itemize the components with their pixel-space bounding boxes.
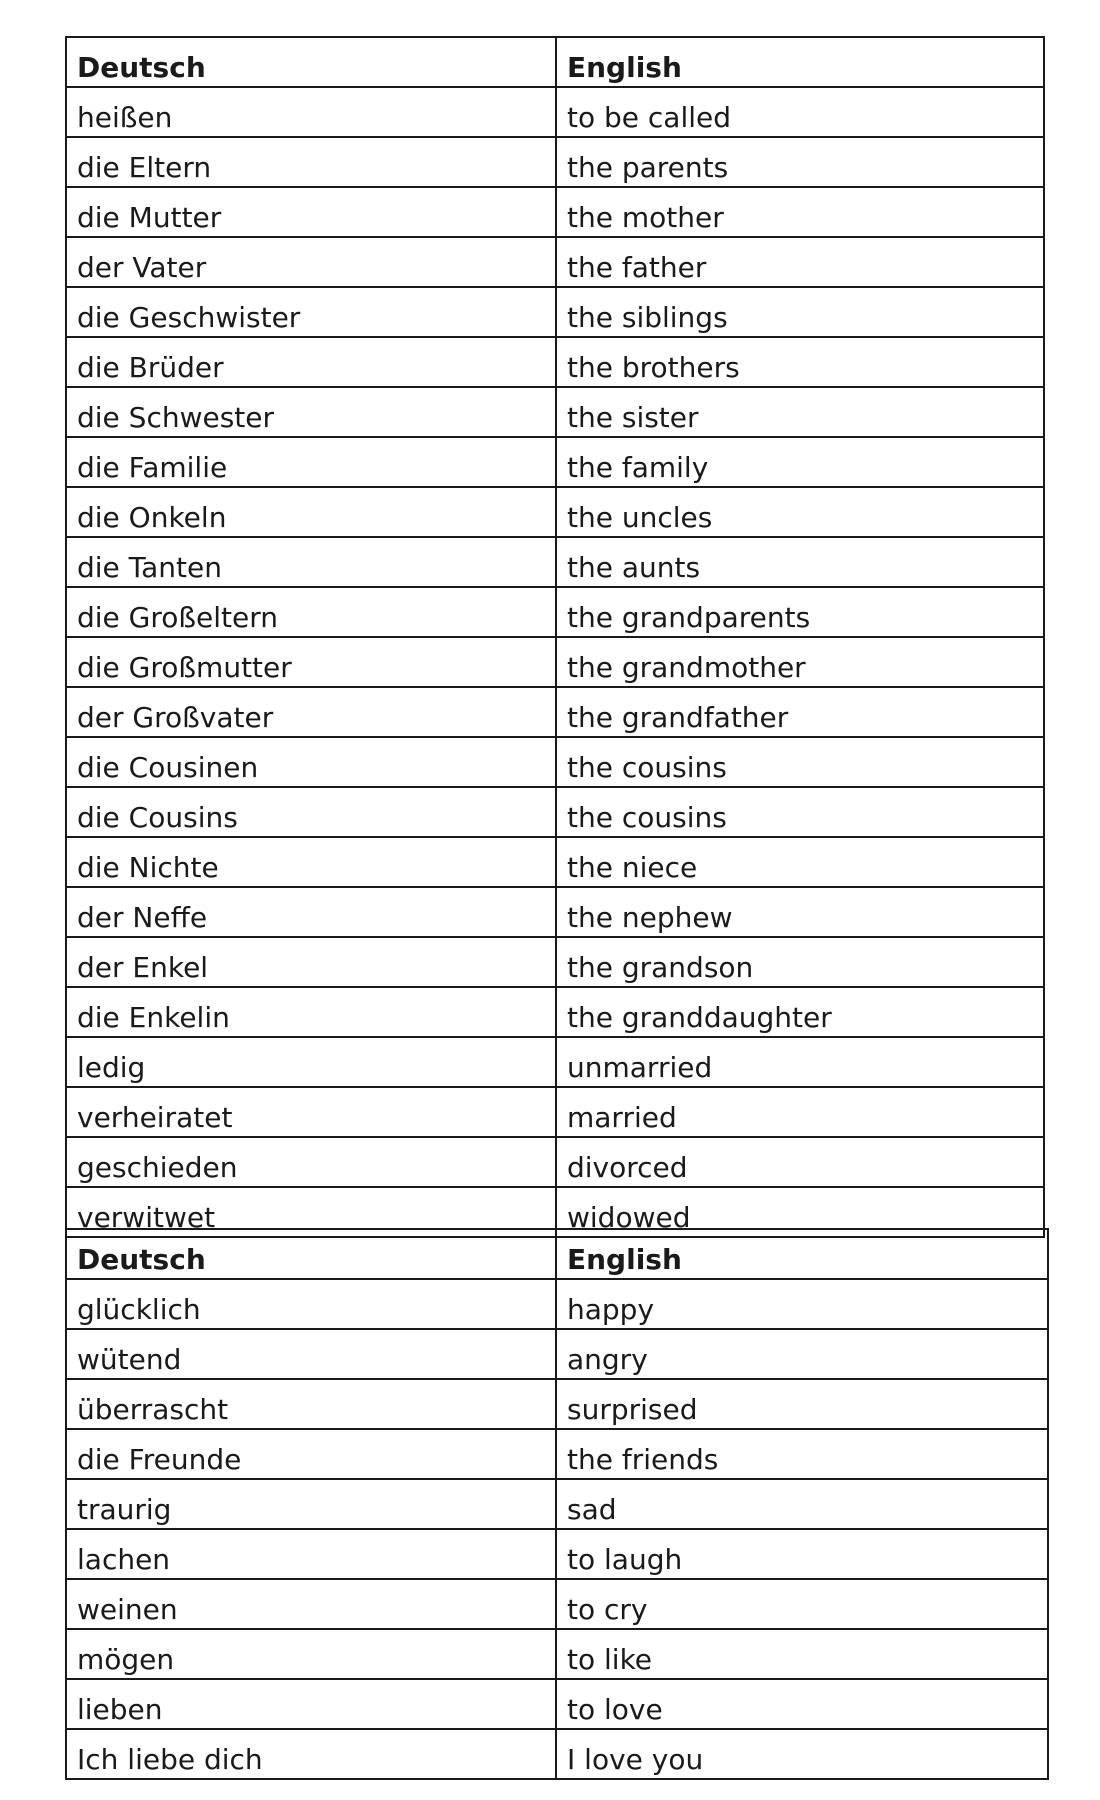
table-row — [66, 737, 1044, 787]
english-translation-cell: the sister — [556, 387, 1044, 437]
column-header-english: English — [556, 37, 1044, 87]
german-word-cell: die Geschwister — [66, 287, 556, 337]
english-translation-cell: the grandparents — [556, 587, 1044, 637]
german-word-cell: die Mutter — [66, 187, 556, 237]
english-translation-cell: the mother — [556, 187, 1044, 237]
table-row — [66, 137, 1044, 187]
table-row — [66, 1037, 1044, 1087]
english-translation-cell: divorced — [556, 1137, 1044, 1187]
english-translation-cell: happy — [556, 1279, 1048, 1329]
table-row — [66, 1679, 1048, 1729]
column-header-english: English — [556, 1229, 1048, 1279]
german-word-cell: wütend — [66, 1329, 556, 1379]
english-translation-cell: the siblings — [556, 287, 1044, 337]
table-row — [66, 1629, 1048, 1679]
table-row — [66, 837, 1044, 887]
german-word-cell: der Großvater — [66, 687, 556, 737]
german-word-cell: lachen — [66, 1529, 556, 1579]
table-row — [66, 487, 1044, 537]
german-word-cell: die Cousinen — [66, 737, 556, 787]
german-word-cell: glücklich — [66, 1279, 556, 1329]
table-row — [66, 287, 1044, 337]
german-word-cell: der Enkel — [66, 937, 556, 987]
english-translation-cell: the grandmother — [556, 637, 1044, 687]
english-translation-cell: the niece — [556, 837, 1044, 887]
vocabulary-table-emotions — [65, 1228, 1049, 1780]
english-translation-cell: the brothers — [556, 337, 1044, 387]
table-row — [66, 337, 1044, 387]
table-row — [66, 687, 1044, 737]
column-header-deutsch: Deutsch — [66, 37, 556, 87]
english-translation-cell: to love — [556, 1679, 1048, 1729]
table-row — [66, 1329, 1048, 1379]
table-row — [66, 637, 1044, 687]
english-translation-cell: the uncles — [556, 487, 1044, 537]
english-translation-cell: the father — [556, 237, 1044, 287]
german-word-cell: die Nichte — [66, 837, 556, 887]
table-row — [66, 87, 1044, 137]
german-word-cell: traurig — [66, 1479, 556, 1529]
english-translation-cell: widowed — [556, 1187, 1044, 1237]
german-word-cell: die Familie — [66, 437, 556, 487]
german-word-cell: verheiratet — [66, 1087, 556, 1137]
table-row — [66, 387, 1044, 437]
table-row — [66, 1579, 1048, 1629]
german-word-cell: heißen — [66, 87, 556, 137]
table-row — [66, 1529, 1048, 1579]
english-translation-cell: to laugh — [556, 1529, 1048, 1579]
english-translation-cell: the cousins — [556, 737, 1044, 787]
table-row — [66, 1729, 1048, 1779]
english-translation-cell: unmarried — [556, 1037, 1044, 1087]
table-row — [66, 237, 1044, 287]
german-word-cell: die Freunde — [66, 1429, 556, 1479]
german-word-cell: überrascht — [66, 1379, 556, 1429]
table-row — [66, 1429, 1048, 1479]
english-translation-cell: the family — [556, 437, 1044, 487]
table-row — [66, 987, 1044, 1037]
english-translation-cell: I love you — [556, 1729, 1048, 1779]
german-word-cell: Ich liebe dich — [66, 1729, 556, 1779]
table-row — [66, 1279, 1048, 1329]
german-word-cell: die Brüder — [66, 337, 556, 387]
english-translation-cell: married — [556, 1087, 1044, 1137]
table-row — [66, 537, 1044, 587]
english-translation-cell: the parents — [556, 137, 1044, 187]
german-word-cell: die Schwester — [66, 387, 556, 437]
table-row — [66, 1379, 1048, 1429]
english-translation-cell: the friends — [556, 1429, 1048, 1479]
german-word-cell: die Onkeln — [66, 487, 556, 537]
german-word-cell: geschieden — [66, 1137, 556, 1187]
english-translation-cell: the nephew — [556, 887, 1044, 937]
table-row — [66, 437, 1044, 487]
table-row — [66, 787, 1044, 837]
table-header-row — [66, 1229, 1048, 1279]
table-row — [66, 1479, 1048, 1529]
column-header-deutsch: Deutsch — [66, 1229, 556, 1279]
english-translation-cell: to be called — [556, 87, 1044, 137]
english-translation-cell: the grandfather — [556, 687, 1044, 737]
vocabulary-table-family — [65, 36, 1045, 1238]
english-translation-cell: angry — [556, 1329, 1048, 1379]
german-word-cell: die Enkelin — [66, 987, 556, 1037]
english-translation-cell: surprised — [556, 1379, 1048, 1429]
english-translation-cell: to like — [556, 1629, 1048, 1679]
german-word-cell: die Großmutter — [66, 637, 556, 687]
table-row — [66, 1087, 1044, 1137]
table-row — [66, 587, 1044, 637]
english-translation-cell: the cousins — [556, 787, 1044, 837]
german-word-cell: die Tanten — [66, 537, 556, 587]
table-row — [66, 937, 1044, 987]
german-word-cell: die Cousins — [66, 787, 556, 837]
english-translation-cell: sad — [556, 1479, 1048, 1529]
english-translation-cell: the aunts — [556, 537, 1044, 587]
english-translation-cell: to cry — [556, 1579, 1048, 1629]
german-word-cell: mögen — [66, 1629, 556, 1679]
german-word-cell: verwitwet — [66, 1187, 556, 1237]
german-word-cell: ledig — [66, 1037, 556, 1087]
german-word-cell: lieben — [66, 1679, 556, 1729]
german-word-cell: die Eltern — [66, 137, 556, 187]
german-word-cell: der Vater — [66, 237, 556, 287]
english-translation-cell: the granddaughter — [556, 987, 1044, 1037]
english-translation-cell: the grandson — [556, 937, 1044, 987]
german-word-cell: die Großeltern — [66, 587, 556, 637]
german-word-cell: der Neffe — [66, 887, 556, 937]
table-header-row — [66, 37, 1044, 87]
table-row — [66, 187, 1044, 237]
table-row — [66, 887, 1044, 937]
table-row — [66, 1137, 1044, 1187]
german-word-cell: weinen — [66, 1579, 556, 1629]
